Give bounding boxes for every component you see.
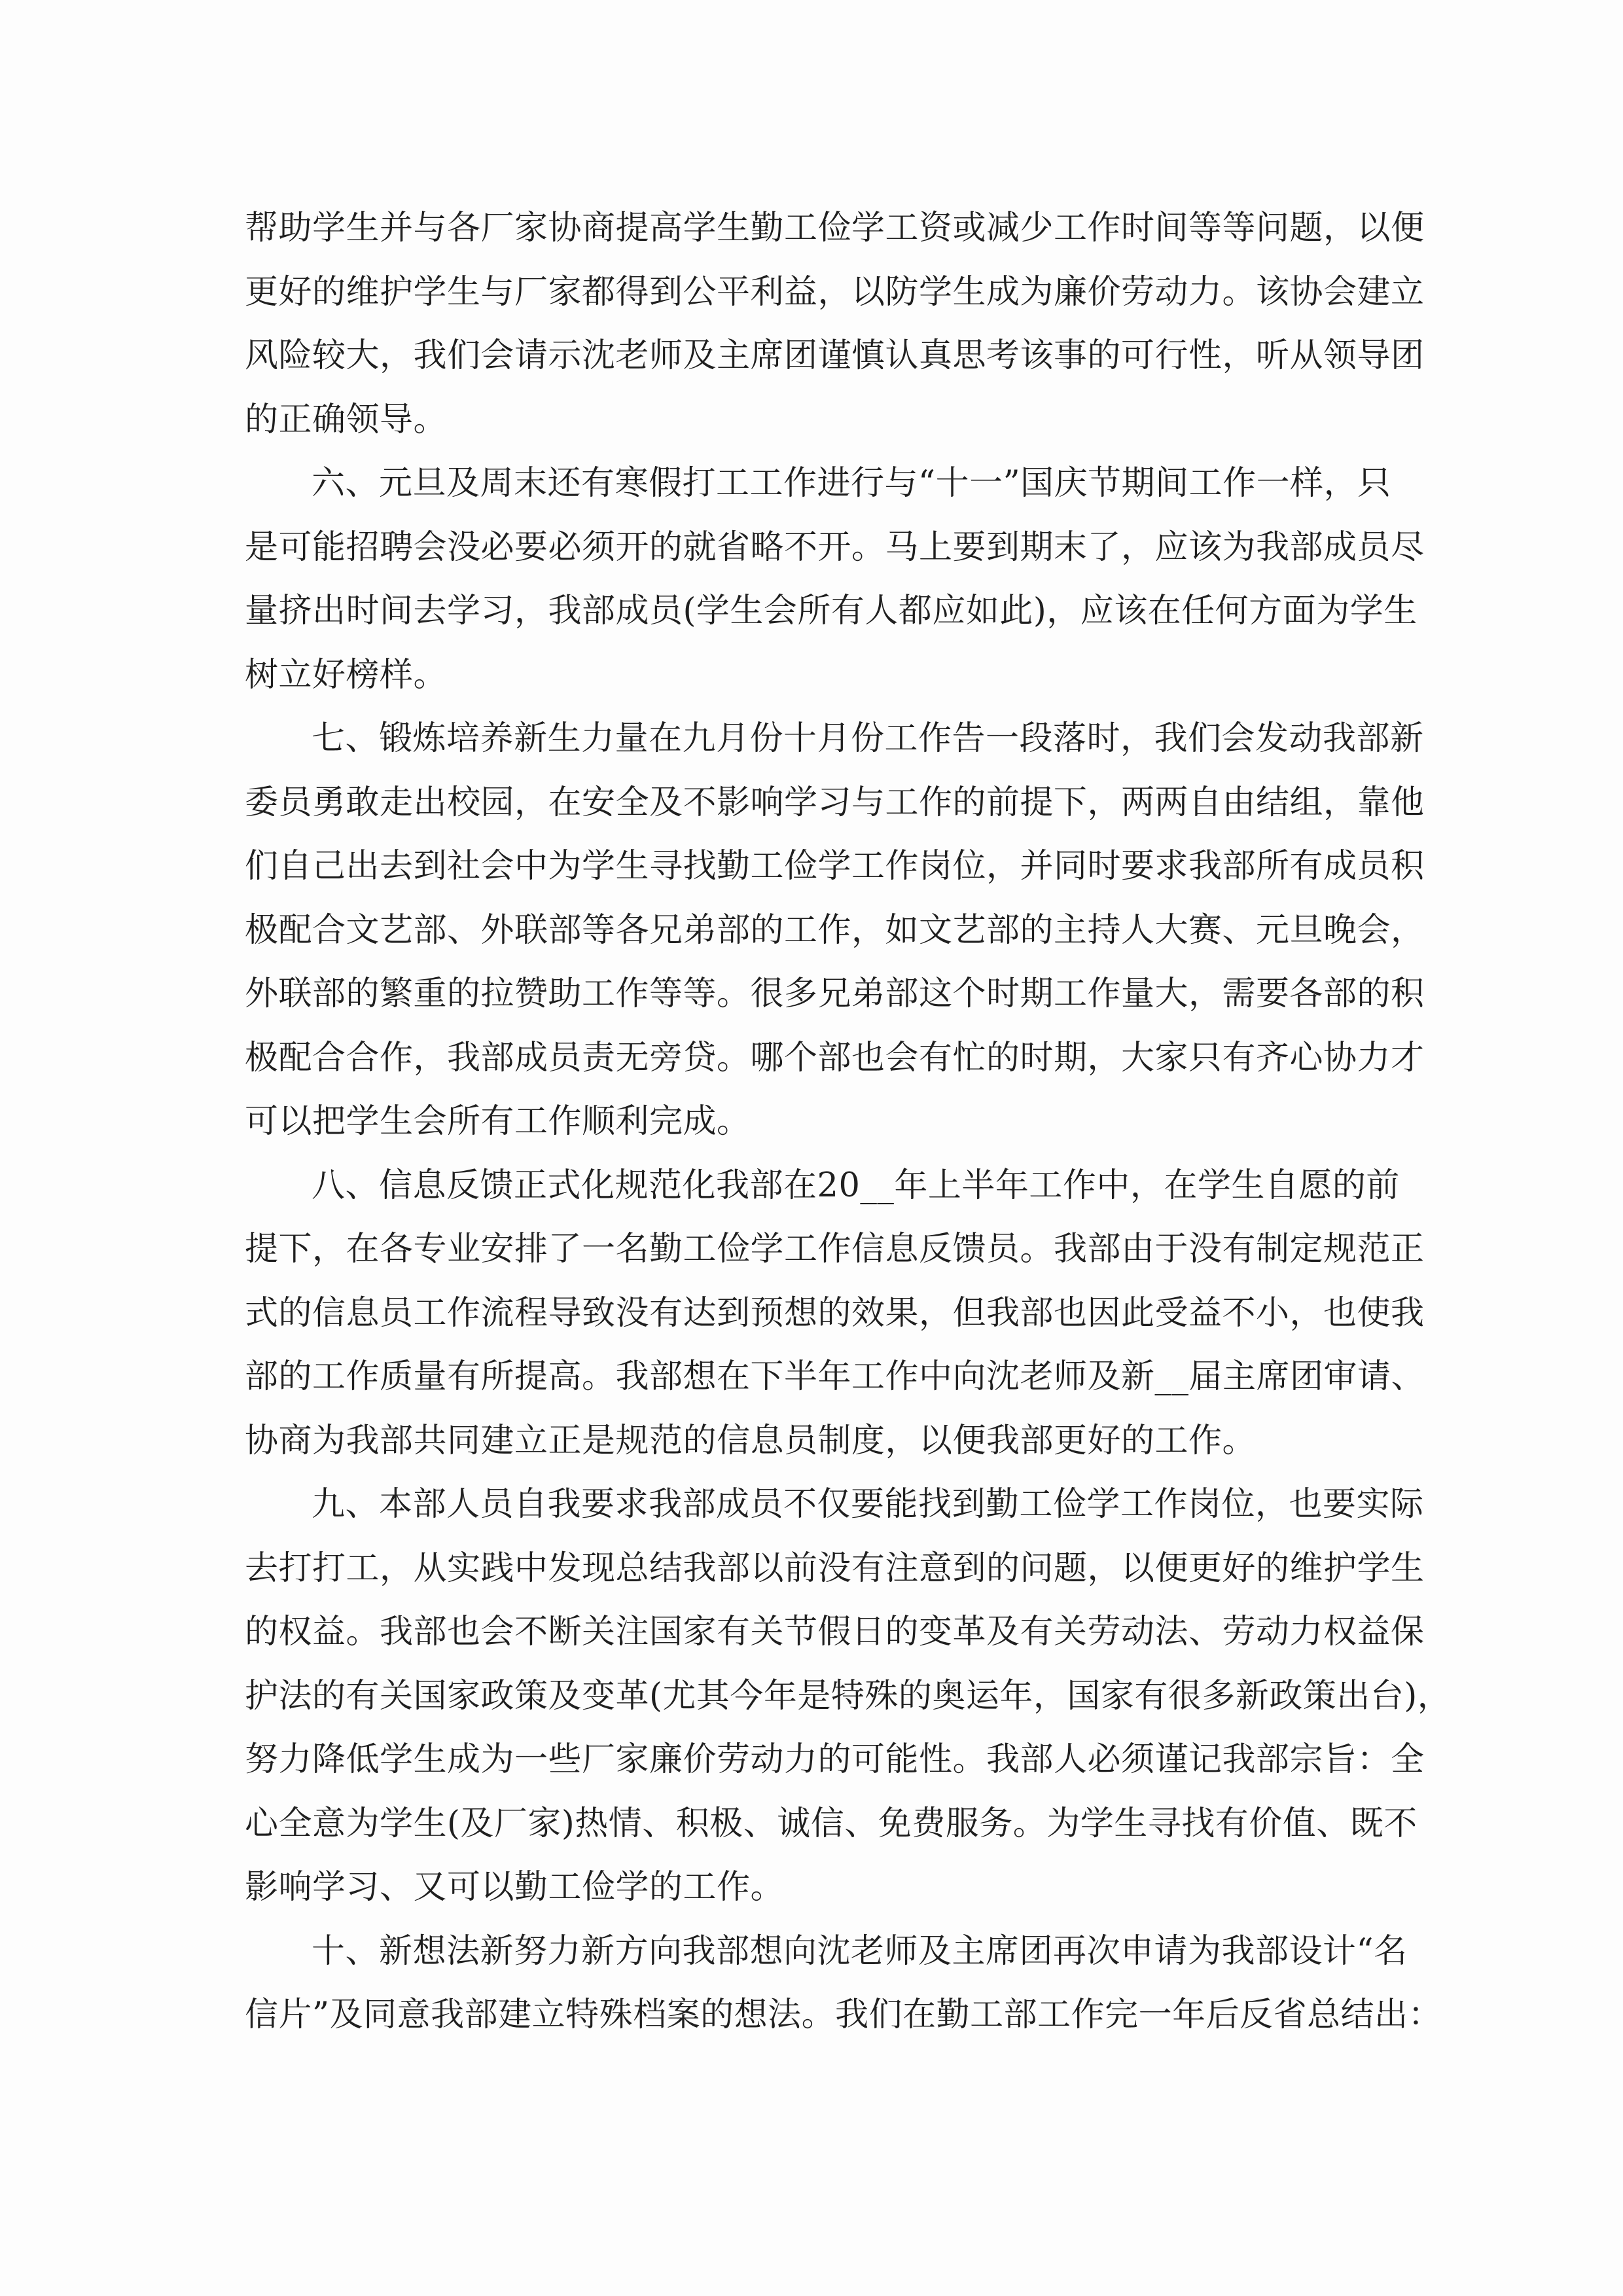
text-line: 树立好榜样。 — [245, 655, 448, 694]
text-line: 风险较大，我们会请示沈老师及主席团谨慎认真思考该事的可行性，听从领导团 — [245, 336, 1425, 375]
text-line: 极配合合作，我部成员责无旁贷。哪个部也会有忙的时期，大家只有齐心协力才 — [245, 1038, 1425, 1077]
text-line: 量挤出时间去学习，我部成员(学生会所有人都应如此)，应该在任何方面为学生 — [245, 592, 1418, 630]
text-line: 十、新想法新努力新方向我部想向沈老师及主席团再次申请为我部设计“名 — [312, 1931, 1408, 1971]
paragraph-eight — [245, 1154, 1425, 1473]
text-line: 协商为我部共同建立正是规范的信息员制度，以便我部更好的工作。 — [245, 1421, 1257, 1460]
document-body — [245, 196, 1452, 2047]
text-line: 去打打工，从实践中发现总结我部以前没有注意到的问题，以便更好的维护学生 — [245, 1549, 1425, 1588]
text-line: 九、本部人员自我要求我部成员不仅要能找到勤工俭学工作岗位，也要实际 — [312, 1485, 1424, 1524]
text-line: 的权益。我部也会不断关注国家有关节假日的变革及有关劳动法、劳动力权益保 — [245, 1613, 1425, 1651]
paragraph-six — [245, 452, 1425, 707]
text-line: 护法的有关国家政策及变革(尤其今年是特殊的奥运年，国家有很多新政策出台)， — [245, 1676, 1452, 1715]
text-line: 极配合文艺部、外联部等各兄弟部的工作，如文艺部的主持人大赛、元旦晚会， — [245, 910, 1425, 950]
text-line: 影响学习、又可以勤工俭学的工作。 — [245, 1868, 785, 1907]
text-line: 更好的维护学生与厂家都得到公平利益，以防学生成为廉价劳动力。该协会建立 — [245, 272, 1425, 312]
paragraph-nine — [245, 1473, 1452, 1920]
text-line: 提下，在各专业安排了一名勤工俭学工作信息反馈员。我部由于没有制定规范正 — [245, 1230, 1425, 1268]
text-line: 努力降低学生成为一些厂家廉价劳动力的可能性。我部人必须谨记我部宗旨：全 — [245, 1740, 1425, 1779]
text-line: 心全意为学生(及厂家)热情、积极、诚信、免费服务。为学生寻找有价值、既不 — [245, 1804, 1418, 1843]
text-line: 是可能招聘会没必要必须开的就省略不开。马上要到期末了，应该为我部成员尽 — [245, 528, 1425, 567]
text-line: 外联部的繁重的拉赞助工作等等。很多兄弟部这个时期工作量大，需要各部的积 — [245, 975, 1425, 1013]
paragraph-continuation — [245, 196, 1425, 452]
text-line: 的正确领导。 — [245, 400, 448, 439]
text-line: 们自己出去到社会中为学生寻找勤工俭学工作岗位，并同时要求我部所有成员积 — [245, 847, 1425, 886]
text-line: 部的工作质量有所提高。我部想在下半年工作中向沈老师及新__届主席团审请、 — [245, 1357, 1425, 1396]
paragraph-seven — [245, 707, 1425, 1154]
text-line: 信片”及同意我部建立特殊档案的想法。我们在勤工部工作完一年后反省总结出： — [245, 1996, 1442, 2034]
text-line: 六、元旦及周末还有寒假打工工作进行与“十一”国庆节期间工作一样，只 — [312, 464, 1391, 503]
text-line: 可以把学生会所有工作顺利完成。 — [245, 1102, 751, 1141]
text-line: 帮助学生并与各厂家协商提高学生勤工俭学工资或减少工作时间等等问题，以便 — [245, 209, 1425, 247]
text-line: 七、锻炼培养新生力量在九月份十月份工作告一段落时，我们会发动我部新 — [312, 719, 1424, 758]
paragraph-ten — [245, 1920, 1442, 2047]
text-line: 八、信息反馈正式化规范化我部在20__年上半年工作中，在学生自愿的前 — [312, 1166, 1400, 1205]
text-line: 式的信息员工作流程导致没有达到预想的效果，但我部也因此受益不小，也使我 — [245, 1293, 1425, 1333]
text-line: 委员勇敢走出校园，在安全及不影响学习与工作的前提下，两两自由结组，靠他 — [245, 783, 1425, 822]
